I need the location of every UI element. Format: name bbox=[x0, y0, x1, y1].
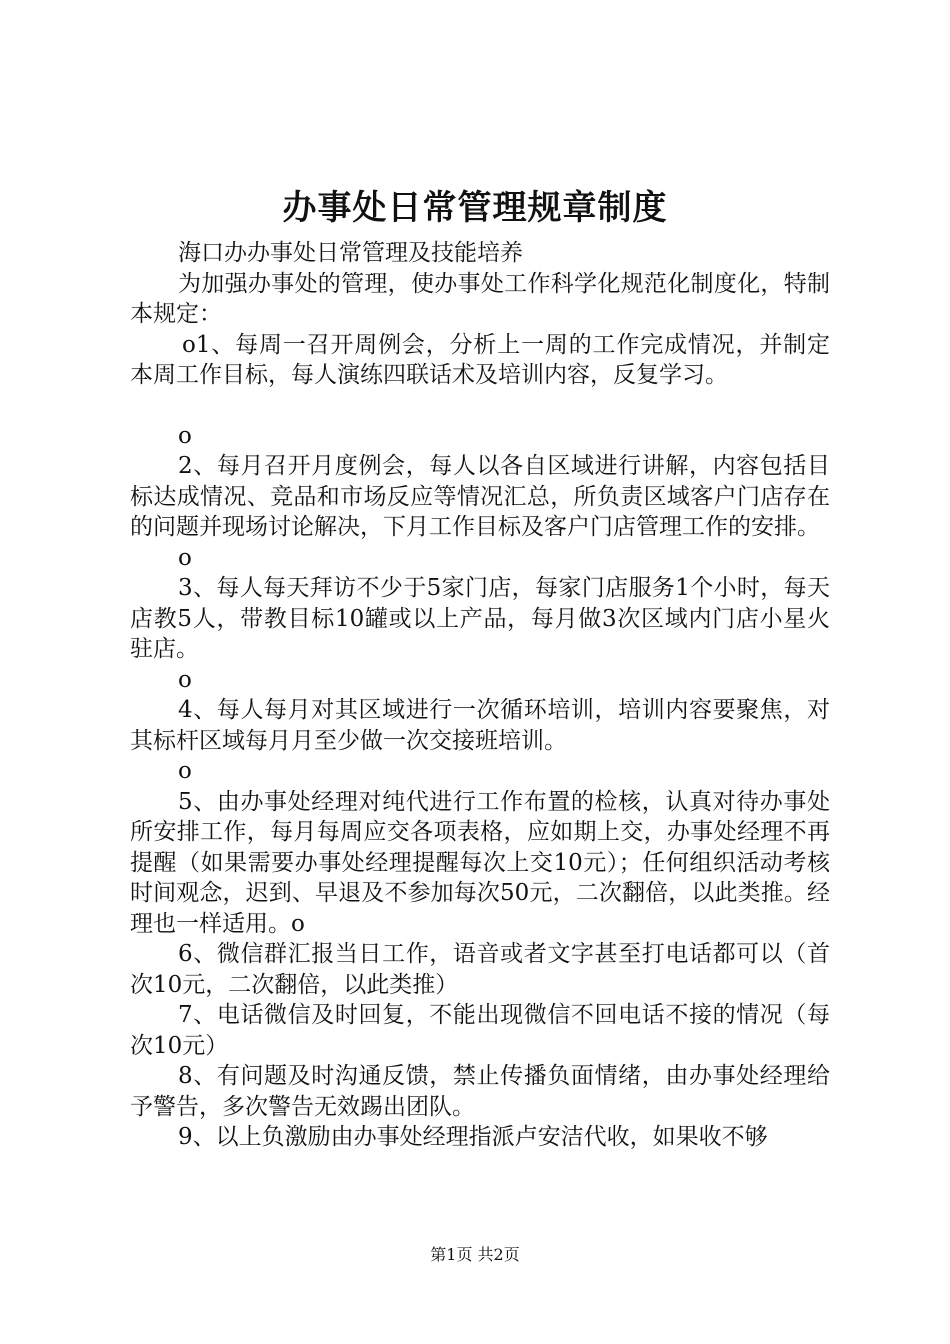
spacer bbox=[130, 391, 830, 421]
rule-item-1: o1、每周一召开周例会，分析上一周的工作完成情况，并制定本周工作目标，每人演练四联话术及培训内容，反复学习。 bbox=[130, 331, 830, 388]
rule-item-5: 5、由办事处经理对纯代进行工作布置的检核，认真对待办事处所安排工作，每月每周应交各项表格，应如期上交，办事处经理不再提醒（如果需要办事处经理提醒每次上交10元）；任何组织活动考核时间观念，迟到、早退及不参加每次50元，二次翻倍，以此类推。经理也一样适用。o bbox=[130, 788, 830, 937]
document-body bbox=[130, 238, 830, 1153]
bullet-marker: o bbox=[178, 544, 192, 571]
rule-item-6: 6、微信群汇报当日工作，语音或者文字甚至打电话都可以（首次10元，二次翻倍，以此类推） bbox=[130, 941, 830, 998]
rule-item-7: 7、电话微信及时回复，不能出现微信不回电话不接的情况（每次10元） bbox=[130, 1002, 830, 1059]
intro-paragraph: 为加强办事处的管理，使办事处工作科学化规范化制度化，特制本规定： bbox=[130, 270, 830, 327]
rule-item-9: 9、以上负激励由办事处经理指派卢安洁代收，如果收不够 bbox=[178, 1124, 768, 1150]
rule-item-8: 8、有问题及时沟通反馈，禁止传播负面情绪，由办事处经理给予警告，多次警告无效踢出团队。 bbox=[130, 1063, 830, 1120]
bullet-marker: o bbox=[178, 758, 192, 784]
bullet-marker: o bbox=[178, 422, 192, 449]
page-number: 第1页 共2页 bbox=[430, 1245, 520, 1264]
rule-item-2: 2、每月召开月度例会，每人以各自区域进行讲解，内容包括目标达成情况、竞品和市场反应等情况汇总，所负责区域客户门店存在的问题并现场讨论解决，下月工作目标及客户门店管理工作的安排。 bbox=[130, 453, 830, 540]
document-subtitle: 海口办办事处日常管理及技能培养 bbox=[178, 240, 523, 266]
document-title: 办事处日常管理规章制度 bbox=[282, 188, 668, 228]
bullet-marker: o bbox=[178, 666, 192, 693]
rule-item-3: 3、每人每天拜访不少于5家门店，每家门店服务1个小时，每天店教5人，带教目标10罐或以上产品，每月做3次区域内门店小星火驻店。 bbox=[130, 575, 830, 662]
rule-item-4: 4、每人每月对其区域进行一次循环培训，培训内容要聚焦，对其标杆区域每月月至少做一次交接班培训。 bbox=[130, 697, 830, 754]
